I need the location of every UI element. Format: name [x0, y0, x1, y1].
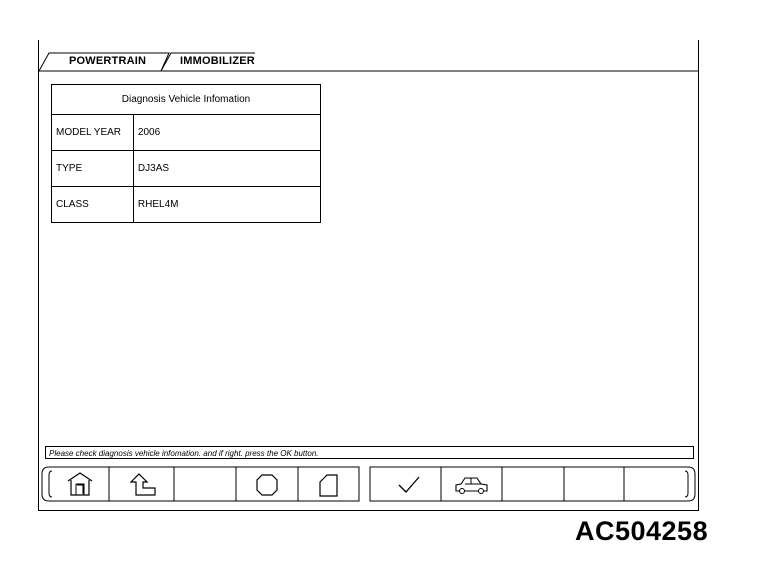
vehicle-info-table	[51, 84, 321, 223]
back-arrow-icon	[109, 468, 174, 500]
model-year-label: MODEL YEAR	[52, 115, 134, 151]
car-icon	[441, 468, 502, 500]
type-value: DJ3AS	[133, 151, 320, 187]
toolbar-left	[41, 466, 361, 502]
class-label: CLASS	[52, 187, 134, 223]
vehicle-button[interactable]	[441, 468, 502, 500]
home-button[interactable]	[51, 468, 109, 500]
table-header-row	[52, 85, 321, 115]
table-row	[52, 115, 321, 151]
back-button[interactable]	[109, 468, 174, 500]
table-title: Diagnosis Vehicle Infomation	[52, 85, 321, 115]
toolbar-right	[369, 466, 696, 502]
toolbar-slot-empty[interactable]	[564, 468, 624, 500]
status-message: Please check diagnosis vehicle infomation. and if right. press the OK button.	[49, 449, 319, 458]
class-value: RHEL4M	[133, 187, 320, 223]
home-icon	[51, 468, 109, 500]
tab-powertrain[interactable]: POWERTRAIN	[69, 55, 147, 67]
stop-button[interactable]	[236, 468, 298, 500]
toolbar-slot-empty[interactable]	[502, 468, 564, 500]
toolbar-slot-empty[interactable]	[174, 468, 236, 500]
model-year-value: 2006	[133, 115, 320, 151]
diagnostic-screen	[38, 40, 699, 511]
status-bar	[45, 446, 694, 459]
octagon-icon	[236, 468, 298, 500]
check-icon	[377, 468, 441, 500]
type-label: TYPE	[52, 151, 134, 187]
table-row	[52, 187, 321, 223]
tab-immobilizer[interactable]: IMMOBILIZER	[180, 55, 255, 67]
ok-button[interactable]	[377, 468, 441, 500]
figure-code: AC504258	[575, 516, 709, 546]
page-icon	[298, 468, 359, 500]
toolbar-slot-empty[interactable]	[624, 468, 684, 500]
table-row	[52, 151, 321, 187]
tab-bar	[39, 52, 698, 72]
page-button[interactable]	[298, 468, 359, 500]
